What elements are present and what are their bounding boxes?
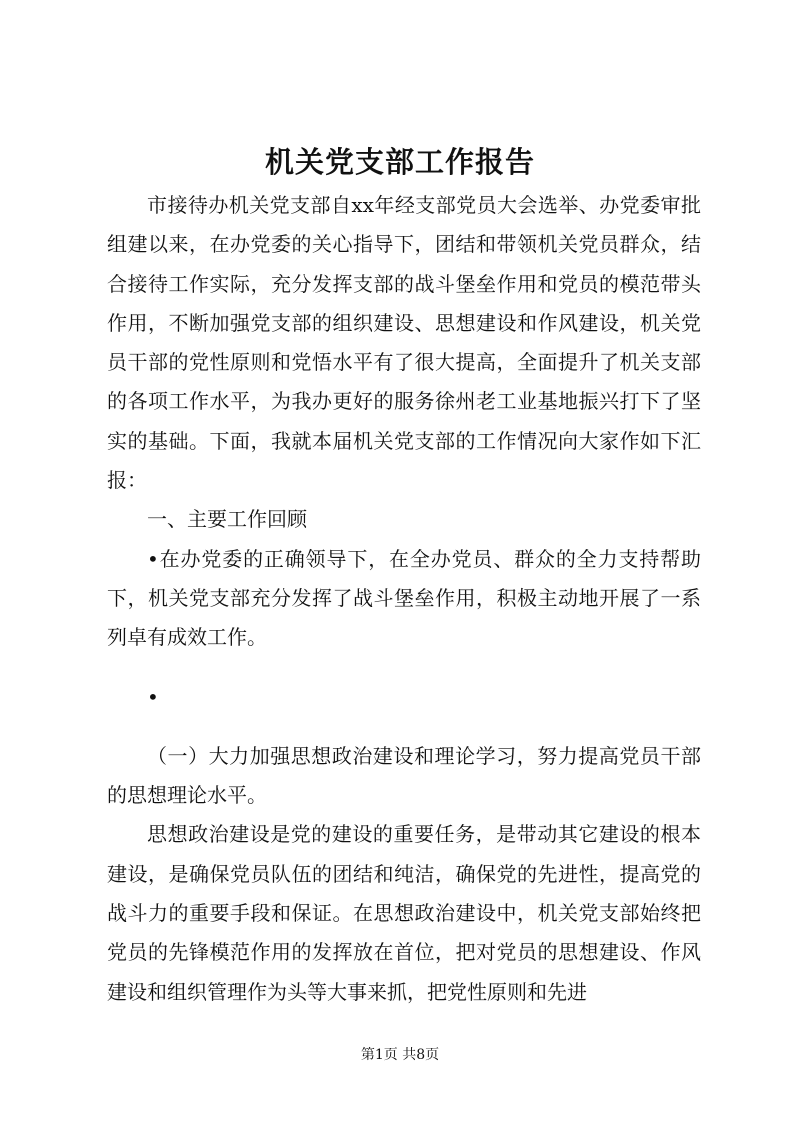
bullet-empty: • <box>147 684 159 709</box>
document-body <box>107 186 701 1012</box>
subsection-heading: （一）大力加强思想政治建设和理论学习，努力提高党员干部的思想理论水平。 <box>107 743 701 808</box>
bullet-paragraph: •在办党委的正确领导下，在全办党员、群众的全力支持帮助下，机关党支部充分发挥了战斗堡垒作用，积极主动地开展了一系列卓有成效工作。 <box>107 546 701 650</box>
paragraph-intro: 市接待办机关党支部自xx年经支部党员大会选举、办党委审批组建以来，在办党委的关心指导下，团结和带领机关党员群众，结合接待工作实际，充分发挥支部的战斗堡垒作用和党员的模范带头作用，不断加强党支部的组织建设、思想建设和作风建设，机关党员干部的党性原则和党悟水平有了很大提高，全面提升了机关支部的各项工作水平，为我办更好的服务徐州老工业基地振兴打下了坚实的基础。下面，我就本届机关党支部的工作情况向大家作如下汇报： <box>107 193 701 493</box>
section-heading: 一、主要工作回顾 <box>147 507 307 532</box>
document-title: 机关党支部工作报告 <box>264 145 535 179</box>
paragraph-body: 思想政治建设是党的建设的重要任务，是带动其它建设的根本建设，是确保党员队伍的团结和纯洁，确保党的先进性，提高党的战斗力的重要手段和保证。在思想政治建设中，机关党支部始终把党员的先锋模范作用的发挥放在首位，把对党员的思想建设、作风建设和组织管理作为头等大事来抓，把党性原则和先进 <box>107 822 701 1004</box>
page-footer: 第1页 共8页 <box>360 1047 440 1063</box>
